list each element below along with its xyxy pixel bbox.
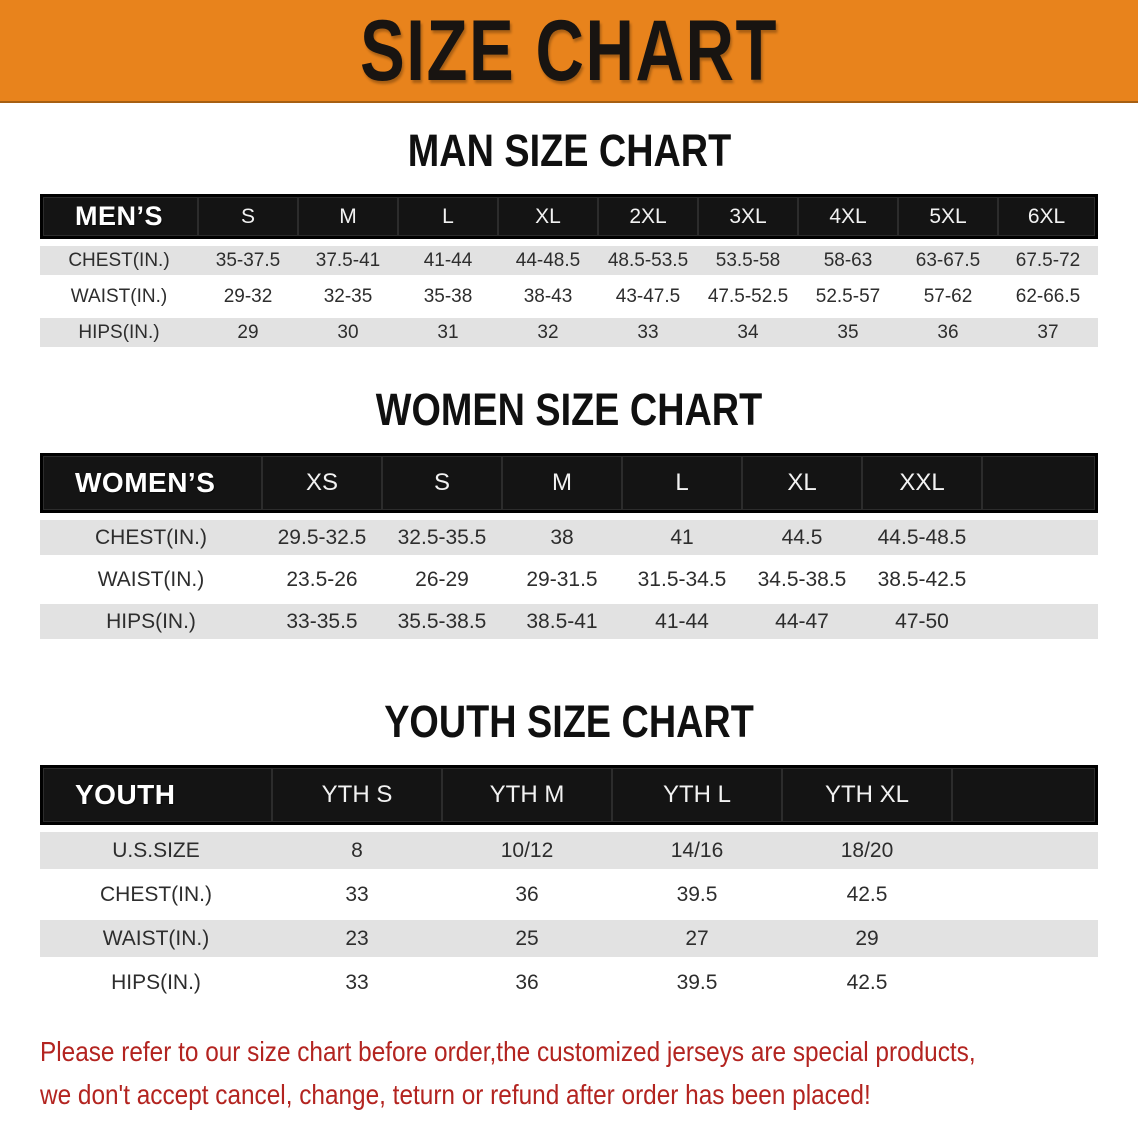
column-header: S — [198, 194, 298, 239]
table-cell: 33 — [272, 876, 442, 913]
table-cell: 34.5-38.5 — [742, 562, 862, 597]
column-header: XXL — [862, 453, 982, 513]
table-cell: 30 — [298, 318, 398, 347]
youth-section-heading — [0, 696, 1138, 748]
table-cell: 29.5-32.5 — [262, 520, 382, 555]
table-cell: 44.5-48.5 — [862, 520, 982, 555]
table-cell: 36 — [898, 318, 998, 347]
table-cell: 58-63 — [798, 246, 898, 275]
table-cell: 23.5-26 — [262, 562, 382, 597]
table-cell: 47-50 — [862, 604, 982, 639]
table-cell: 37.5-41 — [298, 246, 398, 275]
table-cell: 41-44 — [622, 604, 742, 639]
column-header: 5XL — [898, 194, 998, 239]
disclaimer-line-2: we don't accept cancel, change, teturn or refund after order has been placed! — [40, 1078, 871, 1110]
column-header: 3XL — [698, 194, 798, 239]
column-header: 4XL — [798, 194, 898, 239]
table-cell: 39.5 — [612, 876, 782, 913]
table-cell: 32 — [498, 318, 598, 347]
column-header: XL — [498, 194, 598, 239]
row-label-cell: U.S.SIZE — [40, 832, 272, 869]
table-cell: 23 — [272, 920, 442, 957]
table-cell-filler — [952, 920, 1098, 957]
table-cell: 63-67.5 — [898, 246, 998, 275]
disclaimer — [40, 1034, 1138, 1114]
table-cell: 33 — [598, 318, 698, 347]
table-cell: 32.5-35.5 — [382, 520, 502, 555]
youth-table-header-row — [40, 765, 1098, 825]
table-cell-filler — [982, 520, 1098, 555]
table-cell: 41-44 — [398, 246, 498, 275]
table-cell: 14/16 — [612, 832, 782, 869]
size-chart-banner — [0, 0, 1138, 103]
row-label-cell: CHEST(IN.) — [40, 520, 262, 555]
table-cell: 29 — [782, 920, 952, 957]
table-row — [40, 604, 1098, 639]
table-cell: 31.5-34.5 — [622, 562, 742, 597]
women-size-table — [40, 446, 1098, 646]
table-row — [40, 562, 1098, 597]
table-row — [40, 964, 1098, 1001]
column-header: M — [502, 453, 622, 513]
men-table-header-row — [40, 194, 1098, 239]
table-cell: 33-35.5 — [262, 604, 382, 639]
table-cell: 27 — [612, 920, 782, 957]
table-cell: 38.5-41 — [502, 604, 622, 639]
banner-title: SIZE CHART — [359, 2, 779, 99]
table-cell-filler — [952, 876, 1098, 913]
women-table-header-row — [40, 453, 1098, 513]
table-row — [40, 520, 1098, 555]
table-cell: 44.5 — [742, 520, 862, 555]
table-cell: 29 — [198, 318, 298, 347]
table-cell: 32-35 — [298, 282, 398, 311]
table-cell: 38.5-42.5 — [862, 562, 982, 597]
column-header: L — [622, 453, 742, 513]
row-label-cell: HIPS(IN.) — [40, 604, 262, 639]
disclaimer-line-1: Please refer to our size chart before order,the customized jerseys are special products, — [40, 1036, 976, 1067]
youth-size-chart-section — [0, 696, 1138, 1008]
row-label-cell: HIPS(IN.) — [40, 318, 198, 347]
youth-section-heading-text: YOUTH SIZE CHART — [384, 696, 754, 747]
men-size-table — [40, 187, 1098, 354]
table-cell: 42.5 — [782, 964, 952, 1001]
row-label-cell: WAIST(IN.) — [40, 562, 262, 597]
table-cell: 37 — [998, 318, 1098, 347]
table-cell: 31 — [398, 318, 498, 347]
column-header: YTH M — [442, 765, 612, 825]
table-cell: 38-43 — [498, 282, 598, 311]
column-header: 6XL — [998, 194, 1098, 239]
table-row — [40, 920, 1098, 957]
table-cell-filler — [952, 964, 1098, 1001]
table-cell-filler — [982, 562, 1098, 597]
table-cell: 10/12 — [442, 832, 612, 869]
table-cell: 25 — [442, 920, 612, 957]
table-cell: 53.5-58 — [698, 246, 798, 275]
table-row — [40, 318, 1098, 347]
table-row — [40, 832, 1098, 869]
header-filler-cell — [952, 765, 1098, 825]
column-header: YTH XL — [782, 765, 952, 825]
table-cell: 43-47.5 — [598, 282, 698, 311]
men-size-chart-section — [0, 125, 1138, 354]
table-cell: 57-62 — [898, 282, 998, 311]
table-cell: 41 — [622, 520, 742, 555]
table-cell: 44-48.5 — [498, 246, 598, 275]
table-cell: 34 — [698, 318, 798, 347]
table-cell: 35-38 — [398, 282, 498, 311]
column-header: M — [298, 194, 398, 239]
table-cell: 38 — [502, 520, 622, 555]
women-section-heading — [0, 384, 1138, 436]
table-row — [40, 876, 1098, 913]
table-row — [40, 246, 1098, 275]
table-cell: 29-32 — [198, 282, 298, 311]
row-label-cell: WAIST(IN.) — [40, 282, 198, 311]
table-cell: 18/20 — [782, 832, 952, 869]
table-cell: 47.5-52.5 — [698, 282, 798, 311]
women-size-chart-section — [0, 384, 1138, 646]
table-cell: 36 — [442, 964, 612, 1001]
men-table-title-cell: MEN’S — [40, 194, 198, 239]
table-cell: 35-37.5 — [198, 246, 298, 275]
row-label-cell: HIPS(IN.) — [40, 964, 272, 1001]
table-cell: 39.5 — [612, 964, 782, 1001]
women-section-heading-text: WOMEN SIZE CHART — [375, 384, 763, 435]
table-cell: 29-31.5 — [502, 562, 622, 597]
table-cell-filler — [952, 832, 1098, 869]
table-cell: 36 — [442, 876, 612, 913]
column-header: YTH S — [272, 765, 442, 825]
men-section-heading — [0, 125, 1138, 177]
table-cell: 42.5 — [782, 876, 952, 913]
column-header: 2XL — [598, 194, 698, 239]
table-cell: 48.5-53.5 — [598, 246, 698, 275]
row-label-cell: WAIST(IN.) — [40, 920, 272, 957]
column-header: L — [398, 194, 498, 239]
youth-size-table — [40, 758, 1098, 1008]
column-header: XL — [742, 453, 862, 513]
table-cell: 67.5-72 — [998, 246, 1098, 275]
column-header: XS — [262, 453, 382, 513]
column-header: S — [382, 453, 502, 513]
table-cell: 35 — [798, 318, 898, 347]
column-header: YTH L — [612, 765, 782, 825]
table-cell: 44-47 — [742, 604, 862, 639]
table-row — [40, 282, 1098, 311]
men-section-heading-text: MAN SIZE CHART — [407, 125, 731, 176]
table-cell: 35.5-38.5 — [382, 604, 502, 639]
table-cell: 62-66.5 — [998, 282, 1098, 311]
women-table-title-cell: WOMEN’S — [40, 453, 262, 513]
youth-table-title-cell: YOUTH — [40, 765, 272, 825]
row-label-cell: CHEST(IN.) — [40, 876, 272, 913]
table-cell-filler — [982, 604, 1098, 639]
table-cell: 52.5-57 — [798, 282, 898, 311]
table-cell: 26-29 — [382, 562, 502, 597]
header-filler-cell — [982, 453, 1098, 513]
table-cell: 33 — [272, 964, 442, 1001]
row-label-cell: CHEST(IN.) — [40, 246, 198, 275]
table-cell: 8 — [272, 832, 442, 869]
